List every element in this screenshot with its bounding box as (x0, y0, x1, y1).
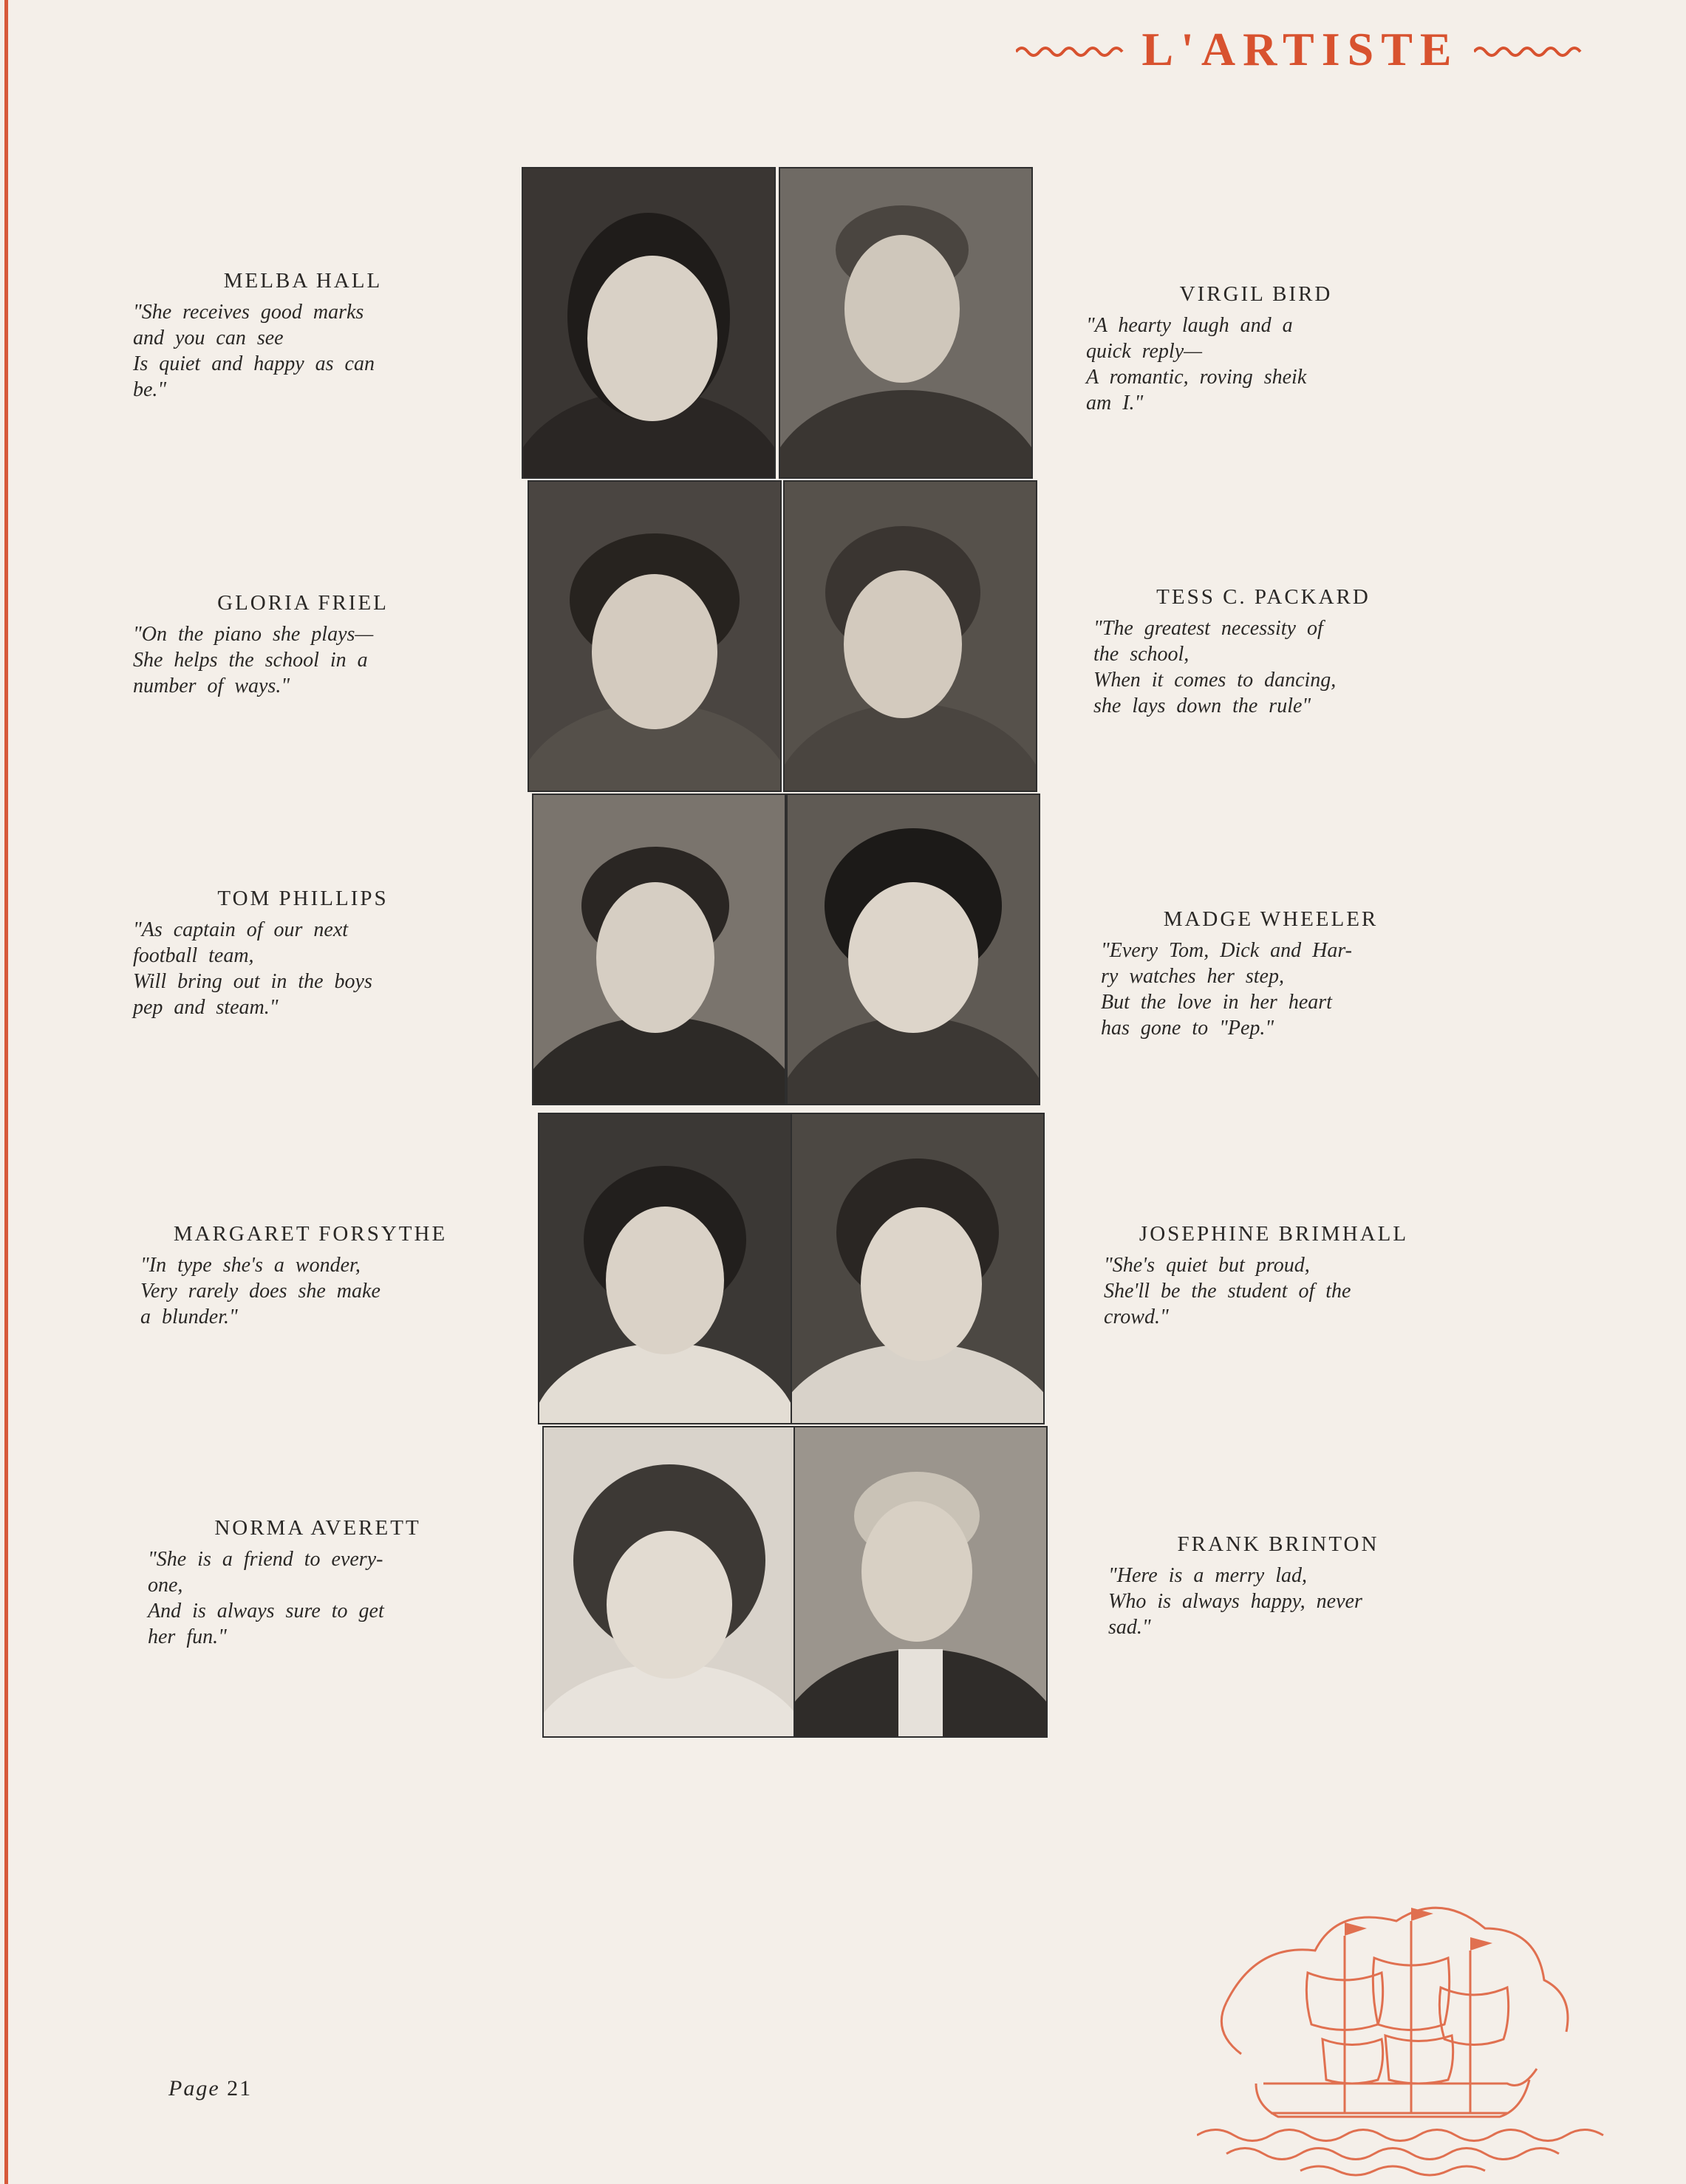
student-quote: "Here is a merry lad, Who is always happy, never sad." (1108, 1564, 1362, 1639)
student-name: MADGE WHEELER (1163, 907, 1379, 931)
portrait-photo (791, 1113, 1045, 1424)
student-quote: "Every Tom, Dick and Har- ry watches her step, But the love in her heart has gone to "Pep." (1101, 939, 1352, 1040)
page-label: Page (168, 2076, 220, 2101)
student-quote: "As captain of our next football team, Will bring out in the boys pep and steam." (133, 918, 372, 1019)
student-entry (1086, 282, 1426, 416)
student-name: MELBA HALL (223, 269, 383, 293)
wave-ornament-right-icon (1474, 40, 1585, 59)
portrait-photo (779, 167, 1033, 479)
portrait-photo (528, 480, 782, 792)
left-margin-rule (4, 0, 8, 2184)
student-quote: "The greatest necessity of the school, When it comes to dancing, she lays down the rule" (1093, 617, 1337, 717)
page-header (975, 9, 1625, 90)
student-name: TOM PHILLIPS (217, 887, 389, 910)
student-name: NORMA AVERETT (214, 1516, 421, 1540)
portrait-photo (538, 1113, 792, 1424)
student-quote: "A hearty laugh and a quick reply— A romantic, roving sheik am I." (1086, 314, 1307, 414)
portrait-photo (522, 167, 776, 479)
student-entry (133, 269, 473, 403)
student-entry (1104, 1222, 1444, 1330)
student-name: FRANK BRINTON (1177, 1532, 1379, 1556)
student-entry (140, 1222, 480, 1330)
student-quote: "She's quiet but proud, She'll be the student of the crowd." (1104, 1254, 1351, 1328)
student-name: JOSEPHINE BRIMHALL (1139, 1222, 1409, 1246)
student-name: MARGARET FORSYTHE (173, 1222, 448, 1246)
student-quote: "In type she's a wonder, Very rarely does she make a blunder." (140, 1254, 380, 1328)
student-quote: "She is a friend to every- one, And is always sure to get her fun." (148, 1548, 384, 1648)
student-entry (1093, 585, 1433, 719)
portrait-photo (783, 480, 1037, 792)
student-name: GLORIA FRIEL (217, 591, 389, 615)
student-entry (1101, 907, 1441, 1041)
student-entry (133, 591, 473, 699)
wave-ornament-left-icon (1016, 40, 1127, 59)
student-quote: "She receives good marks and you can see Is quiet and happy as can be." (133, 301, 375, 401)
student-entry (148, 1516, 488, 1650)
student-entry (1108, 1532, 1448, 1640)
student-quote: "On the piano she plays— She helps the school in a number of ways." (133, 623, 374, 697)
student-entry (133, 887, 473, 1020)
portrait-photo (542, 1426, 796, 1738)
portrait-photo (532, 794, 786, 1105)
page-number-value: 21 (227, 2076, 253, 2101)
student-name: VIRGIL BIRD (1179, 282, 1333, 306)
student-name: TESS C. PACKARD (1156, 585, 1371, 609)
portrait-photo (786, 794, 1040, 1105)
page-title: L'ARTISTE (1141, 23, 1459, 75)
ship-icon (1197, 1891, 1611, 2180)
portrait-photo (793, 1426, 1048, 1738)
page-number (168, 2076, 252, 2101)
